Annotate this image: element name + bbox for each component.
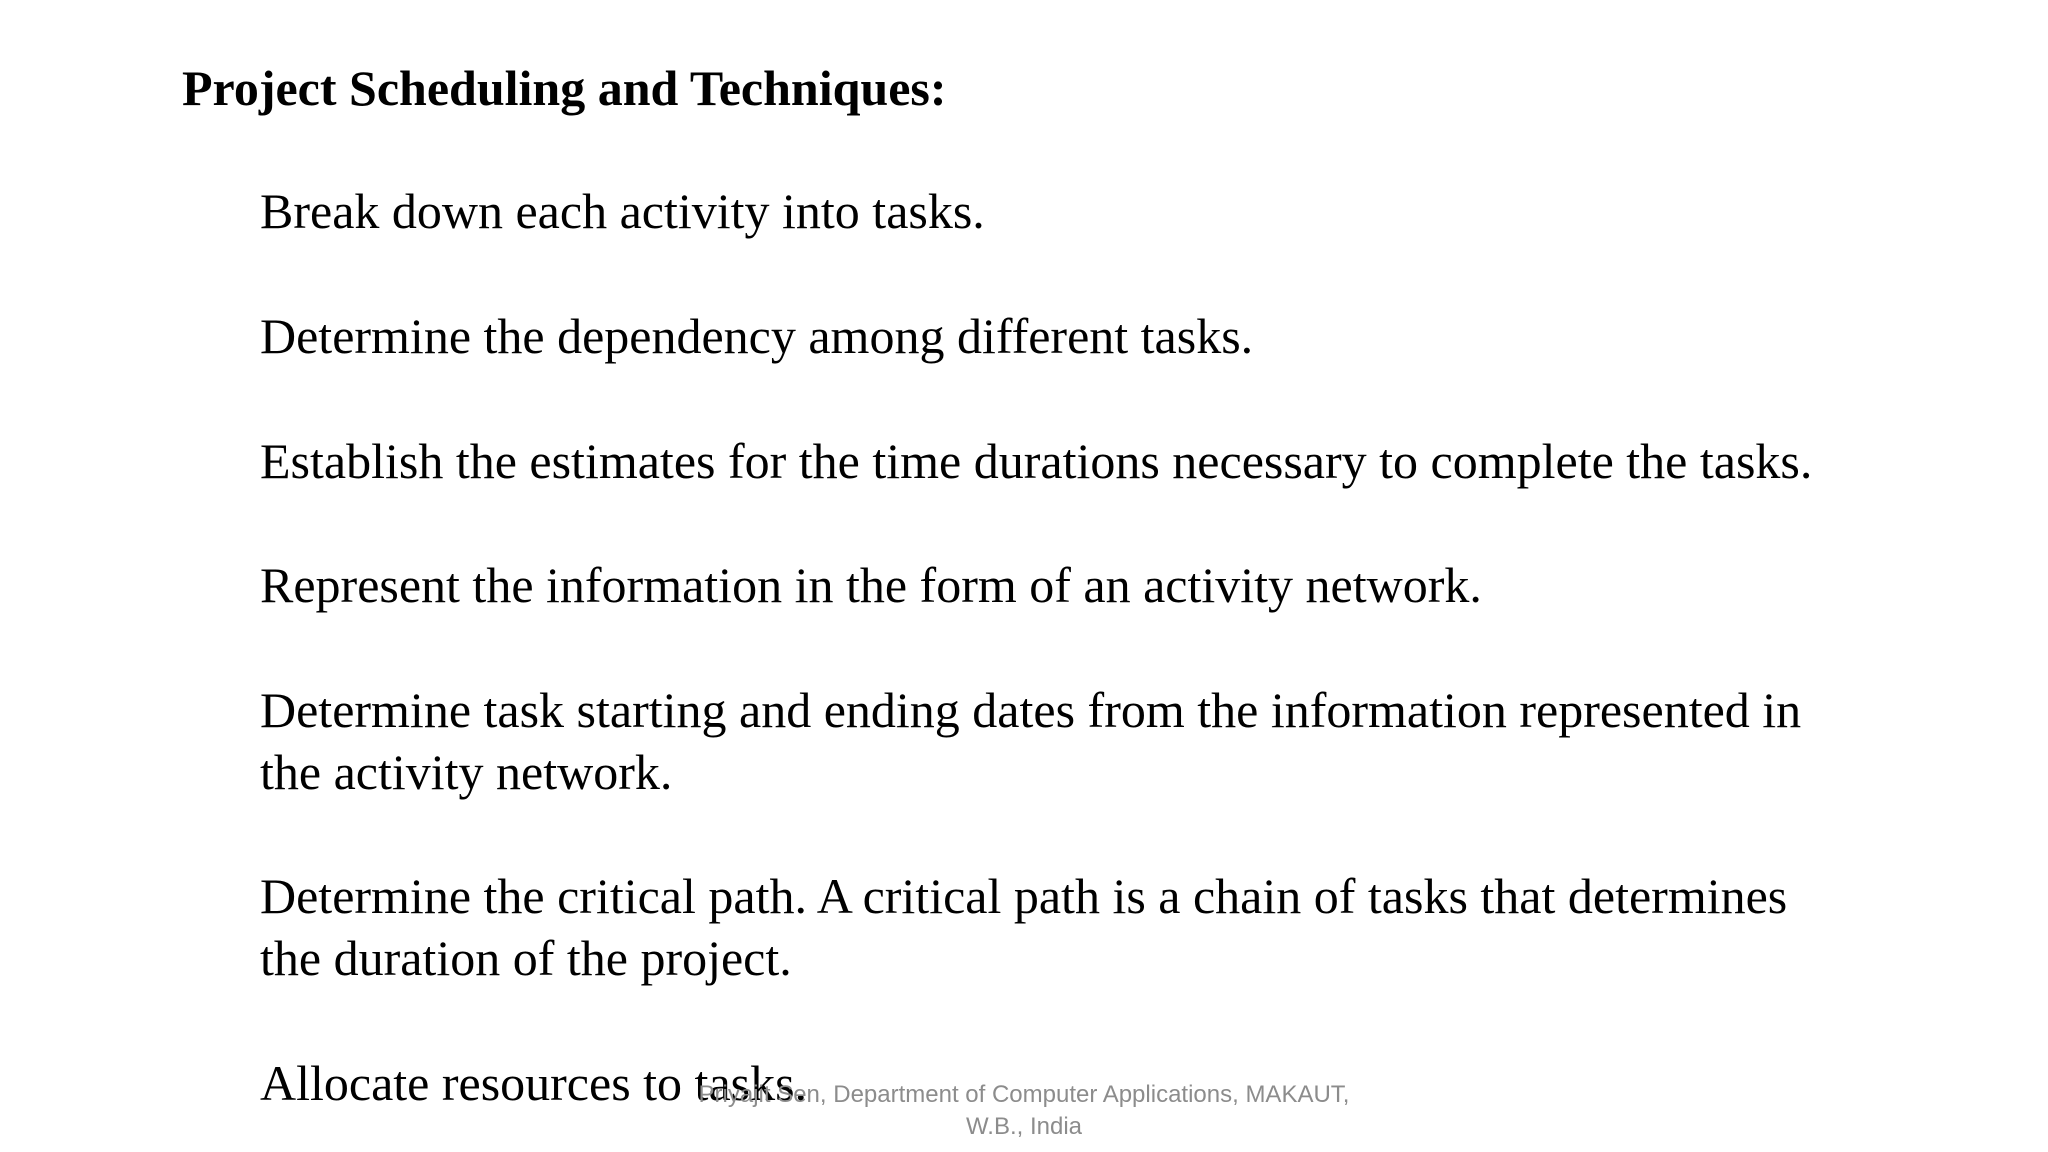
bullet-line: Determine the critical path. A critical path is a chain of tasks that determines	[260, 868, 1788, 924]
bullet-line-continued: the duration of the project.	[260, 930, 792, 986]
bullet-line: Establish the estimates for the time durations necessary to complete the tasks.	[260, 433, 1813, 489]
bullet-item	[260, 679, 1801, 803]
footer-line: Priyajit Sen, Department of Computer Applications, MAKAUT,	[698, 1081, 1350, 1108]
bullet-item	[260, 430, 1812, 492]
bullet-item	[260, 305, 1253, 367]
bullet-line-continued: the activity network.	[260, 744, 673, 800]
bullet-item	[260, 865, 1787, 989]
bullet-line: Break down each activity into tasks.	[260, 183, 985, 239]
bullet-item	[260, 180, 985, 242]
bullet-line: Represent the information in the form of an activity network.	[260, 557, 1482, 613]
footer-line: W.B., India	[965, 1113, 1083, 1140]
slide-title: Project Scheduling and Techniques:	[182, 60, 947, 116]
bullet-item	[260, 554, 1482, 616]
bullet-line: Determine task starting and ending dates from the information represented in	[260, 682, 1802, 738]
bullet-line: Determine the dependency among different tasks.	[260, 308, 1254, 364]
bullet-line: Allocate resources to tasks.	[260, 1055, 808, 1111]
slide-footer	[624, 1079, 1424, 1143]
